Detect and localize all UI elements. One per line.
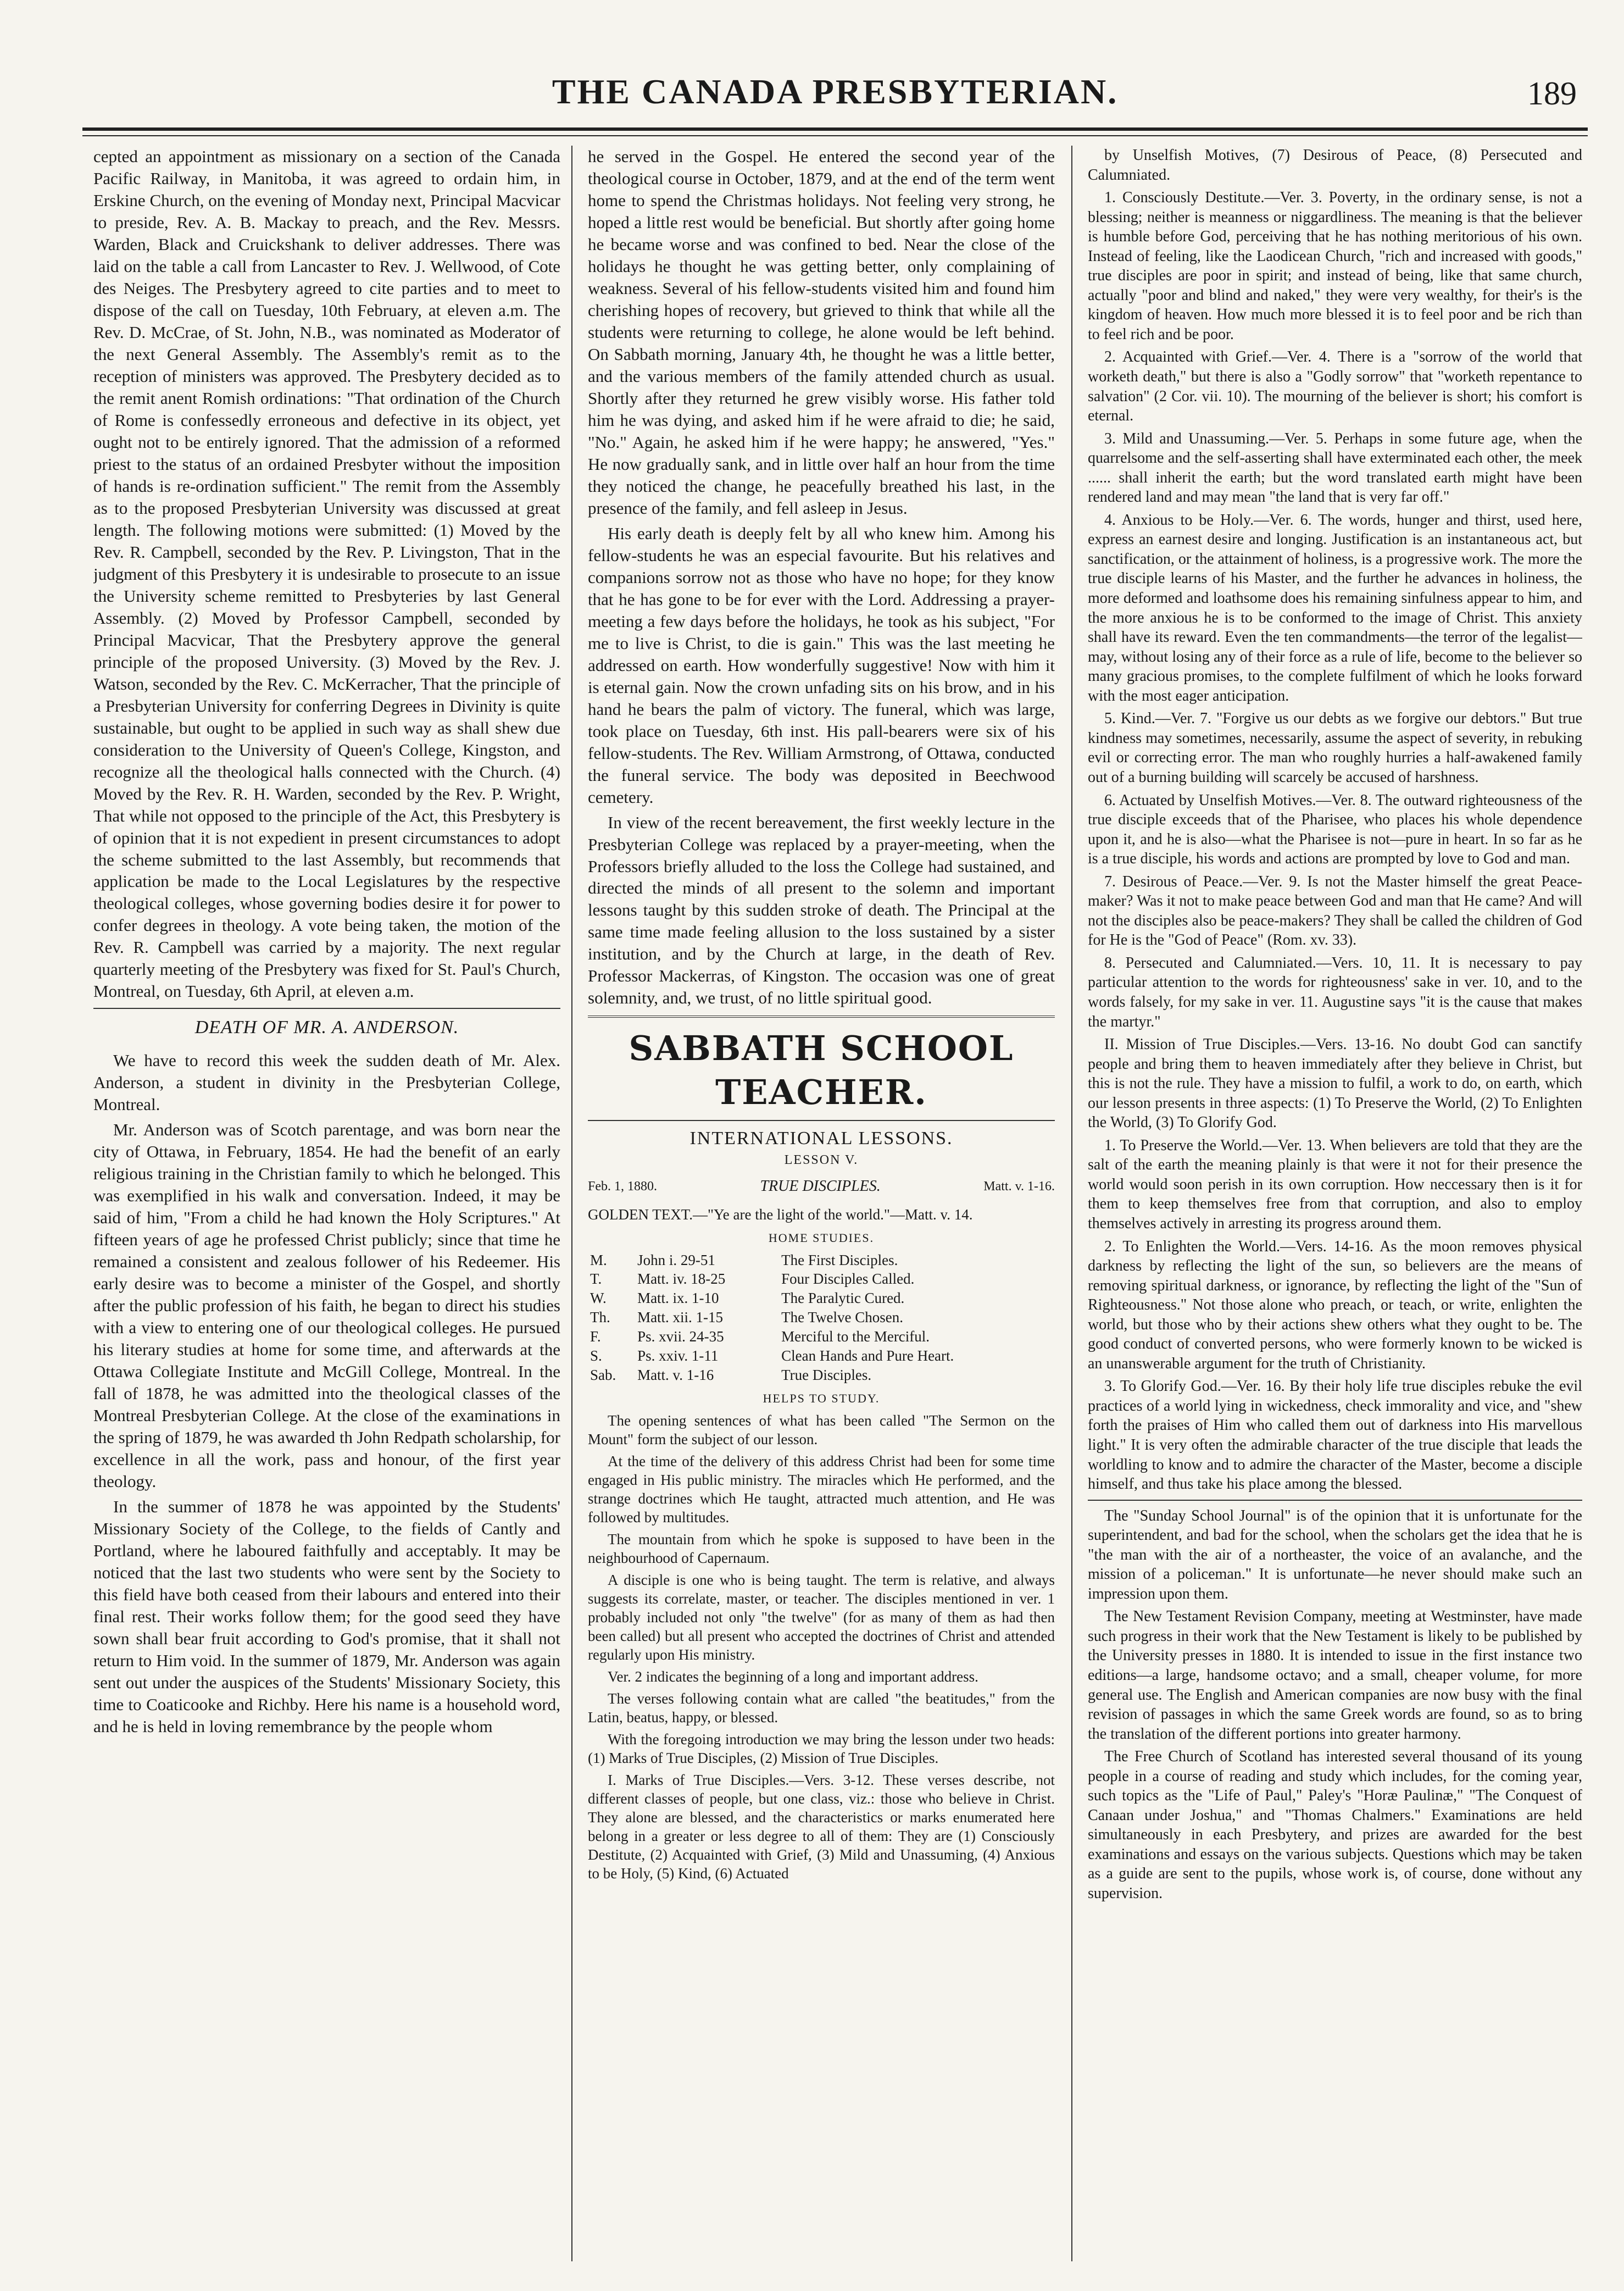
section-title: SABBATH SCHOOL TEACHER.: [629, 1028, 1014, 1113]
page-header: [82, 38, 1588, 121]
newspaper-page: [82, 38, 1588, 2270]
study-day: F.: [590, 1328, 601, 1345]
paragraph: Ver. 2 indicates the beginning of a long and important address.: [608, 1668, 978, 1685]
paragraph: 4. Anxious to be Holy.—Ver. 6. The words, hunger and thirst, used here, express an earnest desire and longing. Justification is an instantaneous act, but sanctification, or the attainment of holiness, is a progressive work. The more the true disciple learns of his Master, and the further he advances in holiness, the more deformed and loathsome does his remaining sinfulness appear to him, and the more anxious he is to be conformed to the image of Christ. This anxiety shall have its reward. Even the ten commandments—the terror of the legalist—may, without losing any of their force as a rule of life, become to the believer so many gracious promises, to the complete fulfilment of which he looks forward with the most eager anticipation.: [1088, 511, 1582, 705]
paragraph: 3. To Glorify God.—Ver. 16. By their holy life true disciples rebuke the evil practices of a world lying in wickedness, check immorality and vice, and "shew forth the praises of Him who called them out of darkness into His marvellous light." It is very often the admirable character of the true disciple that leads the worldling to know and to admire the character of the Master, become a disciple himself, and thus take his place among the blessed.: [1088, 1378, 1582, 1493]
divider: [588, 1016, 1055, 1018]
paragraph: cepted an appointment as missionary on a section of the Canada Pacific Railway, in Manitoba, it was agreed to ordain him, in Erskine Church, on the evening of Monday next, Principal Macvicar to preside, Rev. A. B. Mackay to preach, and the Rev. Messrs. Warden, Black and Cruickshank to deliver addresses. There was laid on the table a call from Lancaster to Rev. J. Wellwood, of Cote des Neiges. The Presbytery agreed to cite parties and to meet to dispose of the call on Tuesday, 10th February, at eleven a.m. The Rev. D. McCrae, of St. John, N.B., was nominated as Moderator of the next General Assembly. The Assembly's remit as to the reception of ministers was approved. The Presbytery decided as to the remit anent Romish ordinations: "That ordination of the Church of Rome is confessedly erroneous and defective in its object, yet ought not to be entirely ignored. That the admission of a reformed priest to the status of an ordained Presbyter without the imposition of hands is re-ordination sufficient." The remit from the Assembly as to the proposed Presbyterian University was discussed at great length. The following motions were submitted: (1) Moved by the Rev. R. Campbell, seconded by the Rev. P. Livingston, That in the judgment of this Presbytery it is undesirable to prosecute to an issue the University scheme remitted to Presbyteries by last General Assembly. (2) Moved by Professor Campbell, seconded by Principal Macvicar, That the Presbytery approve the general principle of the proposed University. (3) Moved by the Rev. J. Watson, seconded by the Rev. C. McKerracher, That the principle of a Presbyterian University for conferring Degrees in Divinity is quite sustainable, but ought to be applied in such way as shall shew due consideration to the University of Queen's College, Kingston, and recognize all the theological halls connected with the Church. (4) Moved by the Rev. R. H. Warden, seconded by the Rev. P. Wright, That while not opposed to the principle of the Act, this Presbytery is of opinion that it is not expedient in present circumstances to adopt the scheme submitted to the last Assembly, but recommends that application be made to the Local Legislatures by the respective theological colleges, whose governing bodies desire it for power to confer degrees in theology. A vote being taken, the motion of the Rev. R. Campbell was carried by a majority. The next regular quarterly meeting of the Presbytery was fixed for St. Paul's Church, Montreal, on Tuesday, 6th April, at eleven a.m.: [93, 147, 560, 1001]
home-study-row: [588, 1308, 1055, 1327]
paragraph: 1. Consciously Destitute.—Ver. 3. Poverty, in the ordinary sense, is not a blessing; neither is meanness or niggardliness. The meaning is that the believer is humble before God, perceiving that he has nothing meritorious of his own. Instead of feeling, like the Laodicean Church, "rich and increased with goods," true disciples are poor in spirit; and instead of being, like that same church, actually "poor and blind and naked," they were very wealthy, for their's is the kingdom of heaven. How much more blessed it is to feel poor and be rich than to feel rich and be poor.: [1088, 189, 1582, 343]
study-passage: Ps. xxiv. 1-11: [637, 1347, 719, 1364]
home-studies-table: [588, 1251, 1055, 1385]
paragraph: he served in the Gospel. He entered the second year of the theological course in October, 1879, and at the end of the term went home to spend the Christmas holidays. Not feeling very strong, he hoped a little rest would be beneficial. But shortly after going home he became worse and was confined to bed. Near the close of the holidays he thought he was getting better, only complaining of weakness. Several of his fellow-students visited him and found him cherishing hopes of recovery, but grieved to think that while all the students were returning to college, he alone would be left behind. On Sabbath morning, January 4th, he thought he was a little better, and the various members of the family attended church as usual. Shortly after they returned he grew visibly worse. His father told him he was dying, and asked him if he were afraid to die; he said, "No." Again, he asked him if he were happy; he answered, "Yes." He now gradually sank, and in little over half an hour from the time they noticed the change, he peacefully breathed his last, in the presence of the family, and fell asleep in Jesus.: [588, 147, 1055, 518]
paragraph: We have to record this week the sudden death of Mr. Alex. Anderson, a student in divinity in the Presbyterian College, Montreal.: [93, 1051, 560, 1114]
paragraph: I. Marks of True Disciples.—Vers. 3-12. These verses describe, not different classes of people, but one class, viz.: those who believe in Christ. They alone are blessed, and the characteristics or marks enumerated here belong in a greater or less degree to all of them: They are (1) Consciously Destitute, (2) Acquainted with Grief, (3) Mild and Unassuming, (4) Anxious to be Holy, (5) Kind, (6) Actuated: [588, 1772, 1055, 1882]
home-study-row: [588, 1346, 1055, 1366]
paragraph: The mountain from which he spoke is supposed to have been in the neighbourhood of Capernaum.: [588, 1530, 1055, 1566]
lesson-series-heading: INTERNATIONAL LESSONS.: [689, 1128, 953, 1149]
paragraph: The "Sunday School Journal" is of the opinion that it is unfortunate for the superintendent, and bad for the school, when the scholars get the idea that he is "the man with the air of a northeaster, the voice of an avalanche, and the mission of a policeman." It is unfortunate—he never should make such an impression upon them.: [1088, 1507, 1582, 1602]
home-study-row: [588, 1327, 1055, 1346]
paragraph: 5. Kind.—Ver. 7. "Forgive us our debts as we forgive our debtors." But true kindness may sometimes, necessarily, assume the aspect of severity, in rebuking evil or correcting error. The man who roughly hurries a half-awakened family out of a burning building will scarcely be accused of harshness.: [1088, 710, 1582, 786]
paragraph: II. Mission of True Disciples.—Vers. 13-16. No doubt God can sanctify people and bring them to heaven immediately after they believe in Christ, but this is not the rule. They have a mission to fulfil, a work to do, on earth, which our lesson presents in three aspects: (1) To Preserve the World, (2) To Enlighten the World, (3) To Glorify God.: [1088, 1036, 1582, 1131]
paragraph: 1. To Preserve the World.—Ver. 13. When believers are told that they are the salt of the earth the meaning plainly is that were it not for their presence the world would soon perish in its own corruption. How neccessary then is it for them to keep themselves free from that corruption, and also to employ themselves actively in arresting its progress around them.: [1088, 1136, 1582, 1232]
study-passage: Matt. ix. 1-10: [637, 1290, 719, 1307]
paragraph: 2. Acquainted with Grief.—Ver. 4. There is a "sorrow of the world that worketh death," but there is also a "Godly sorrow" that "worketh repentance to salvation" (2 Cor. vii. 10). The mourning of the believer is short; his comfort is eternal.: [1088, 348, 1582, 425]
paragraph: The opening sentences of what has been called "The Sermon on the Mount" form the subject of our lesson.: [588, 1412, 1055, 1447]
study-passage: Ps. xvii. 24-35: [637, 1328, 724, 1345]
lesson-topic: TRUE DISCIPLES.: [760, 1178, 881, 1195]
paragraph: The New Testament Revision Company, meeting at Westminster, have made such progress in their work that the New Testament is likely to be published by the University presses in 1880. It is intended to issue in the first instance two editions—a large, handsome octavo; and a small, cheaper volume, for more general use. The English and American companies are now busy with the final revision of passages in which the same Greek words are found, so as to bring the translation of the different portions into greater harmony.: [1088, 1608, 1582, 1743]
home-study-row: [588, 1366, 1055, 1385]
study-day: W.: [590, 1290, 607, 1307]
study-title: The First Disciples.: [781, 1251, 898, 1268]
paragraph: 8. Persecuted and Calumniated.—Vers. 10, 11. It is necessary to pay particular attention to the words for righteousness' sake in ver. 10, and to the words falsely, for my sake in ver. 11. Augustine says "it is the cause that makes the martyr.": [1088, 954, 1582, 1030]
masthead: THE CANADA PRESBYTERIAN.: [552, 72, 1119, 111]
column-1: [93, 146, 560, 2261]
paragraph: Mr. Anderson was of Scotch parentage, and was born near the city of Ottawa, in February, 1854. He had the benefit of an early religious training in the Christian family to which he belonged. This was exemplified in his walk and conversation. Indeed, it may be said of him, "From a child he had known the Holy Scriptures." At fifteen years of age he professed Christ publicly; since that time he remained a consistent and zealous follower of his Redeemer. His early desire was to become a minister of the Gospel, and shortly after the public profession of his faith, he began to direct his studies with a view to entering one of our theological colleges. He pursued his literary studies at home for some time, and afterwards at the Ottawa Collegiate Institute and McGill College, Montreal. In the fall of 1878, he was admitted into the theological classes of the Montreal Presbyterian College. At the close of the examinations in the spring of 1879, he was awarded th John Redpath scholarship, for excellence in all the work, pass and honour, of the first year theology.: [93, 1120, 560, 1491]
paragraph: In view of the recent bereavement, the first weekly lecture in the Presbyterian College was replaced by a prayer-meeting, when the Professors briefly alluded to the loss the College had sustained, and directed the minds of all present to the solemn and important lessons taught by this sudden stroke of death. The Principal at the same time made feeling allusion to the loss sustained by a sister institution, and by the Church at large, in the death of Rev. Professor Mackerras, of Kingston. The occasion was one of great solemnity, and, we trust, of no little spiritual good.: [588, 812, 1055, 1008]
paragraph: His early death is deeply felt by all who knew him. Among his fellow-students he was an especial favourite. But his relatives and companions sorrow not as those who have no hope; for they know that he has gone to be for ever with the Lord. Addressing a prayer-meeting a few days before the holidays, he took as his subject, "For me to live is Christ, to die is gain." This was the last meeting he addressed on earth. How wonderfully suggestive! Now with him it is eternal gain. Now the crown unfading sits on his brow, and in his hand he bears the palm of victory. The funeral, which was large, took place on Tuesday, 6th inst. His pall-bearers were six of his fellow-students. The Rev. William Armstrong, of Ottawa, conducted the funeral service. The body was deposited in Beechwood cemetery.: [588, 523, 1055, 807]
paragraph: With the foregoing introduction we may bring the lesson under two heads: (1) Marks of True Disciples, (2) Mission of True Disciples.: [588, 1731, 1055, 1767]
lesson-date: Feb. 1, 1880.: [588, 1179, 657, 1194]
study-title: Merciful to the Merciful.: [781, 1328, 930, 1345]
study-title: The Paralytic Cured.: [781, 1290, 905, 1307]
study-title: The Twelve Chosen.: [781, 1309, 903, 1326]
header-rule-thin: [82, 135, 1588, 136]
column-divider: [1071, 146, 1072, 2261]
paragraph: by Unselfish Motives, (7) Desirous of Peace, (8) Persecuted and Calumniated.: [1088, 147, 1582, 184]
divider: [588, 1120, 1055, 1121]
article-heading: DEATH OF MR. A. ANDERSON.: [194, 1017, 459, 1038]
study-passage: Matt. iv. 18-25: [637, 1271, 726, 1288]
study-day: Sab.: [590, 1366, 616, 1383]
study-passage: John i. 29-51: [637, 1251, 715, 1268]
paragraph: The verses following contain what are called "the beatitudes," from the Latin, beatus, happy, or blessed.: [588, 1690, 1055, 1726]
paragraph: 7. Desirous of Peace.—Ver. 9. Is not the Master himself the great Peace-maker? Was it not to make peace between God and man that He came? And will not the disciples also be peace-makers? They shall be called the children of God for He is the "God of Peace" (Rom. xv. 33).: [1088, 873, 1582, 949]
column-3: [1088, 146, 1582, 2261]
lesson-number: LESSON V.: [784, 1153, 859, 1168]
divider: [1088, 1500, 1582, 1501]
study-day: Th.: [590, 1309, 610, 1326]
paragraph: 6. Actuated by Unselfish Motives.—Ver. 8. The outward righteousness of the true disciple exceeds that of the Pharisee, who places his whole dependence upon it, and he is also—what the Pharisee is not—pure in heart. In so far as he is a true disciple, his words and actions are prompted by love to God and man.: [1088, 791, 1582, 868]
lesson-info-row: [588, 1177, 1055, 1196]
study-passage: Matt. v. 1-16: [637, 1366, 714, 1383]
divider: [93, 1008, 560, 1009]
column-divider: [571, 146, 572, 2261]
study-passage: Matt. xii. 1-15: [637, 1309, 724, 1326]
study-day: T.: [590, 1271, 602, 1288]
lesson-reference: Matt. v. 1-16.: [983, 1179, 1055, 1194]
study-title: Clean Hands and Pure Heart.: [781, 1347, 954, 1364]
golden-text: GOLDEN TEXT.—"Ye are the light of the world."—Matt. v. 14.: [588, 1206, 973, 1223]
study-title: True Disciples.: [781, 1366, 872, 1383]
study-day: M.: [590, 1251, 607, 1268]
study-title: Four Disciples Called.: [781, 1271, 915, 1288]
home-study-row: [588, 1251, 1055, 1270]
paragraph: 2. To Enlighten the World.—Vers. 14-16. As the moon removes physical darkness by reflecting the light of the sun, so believers are the means of removing spiritual darkness, or ignorance, by reflecting the light of the "Sun of Righteousness." Not those alone who preach, or teach, or write, enlighten the world, but those who by their actions shew others what they ought to be. The good conduct of converted persons, who were formerly known to be wicked is an unanswerable argument for the truth of Christianity.: [1088, 1238, 1582, 1372]
home-study-row: [588, 1269, 1055, 1289]
header-rule: [82, 127, 1588, 131]
paragraph: A disciple is one who is being taught. The term is relative, and always suggests its correlate, master, or teacher. The disciples mentioned in ver. 1 probably included not only "the twelve" (for as many of them as had then been called) but all present who accepted the doctrines of Christ and attended regularly upon His ministry.: [588, 1571, 1055, 1663]
study-day: S.: [590, 1347, 602, 1364]
page-number: 189: [1527, 75, 1577, 112]
paragraph: 3. Mild and Unassuming.—Ver. 5. Perhaps in some future age, when the quarrelsome and the self-asserting shall have exterminated each other, the meek ...... shall inherit the earth; but the word translated earth might have been rendered land and may mean "the land that is very far off.": [1088, 430, 1582, 506]
home-studies-heading: HOME STUDIES.: [768, 1231, 875, 1245]
helps-heading: HELPS TO STUDY.: [763, 1391, 880, 1406]
paragraph: At the time of the delivery of this address Christ had been for some time engaged in His public ministry. The miracles which He performed, and the strange doctrines which He taught, attracted much attention, and He was followed by multitudes.: [588, 1452, 1055, 1526]
paragraph: In the summer of 1878 he was appointed by the Students' Missionary Society of the College, to the fields of Cantly and Portland, where he laboured faithfully and acceptably. It may be noticed that the last two students who were sent by the Society to this field have both ceased from their labours and entered into their final rest. Their works follow them; for the good seed they have sown shall bear fruit according to God's promise, that it shall not return to Him void. In the summer of 1879, Mr. Anderson was again sent out under the auspices of the Students' Missionary Society, this time to Coaticooke and Richby. Here his name is a household word, and he is held in loving remembrance by the people whom: [93, 1496, 560, 1736]
home-study-row: [588, 1289, 1055, 1308]
paragraph: The Free Church of Scotland has interested several thousand of its young people in a course of reading and study which includes, for the coming year, such topics as the "Life of Paul," Paley's "Horæ Paulinæ," "The Conquest of Canaan under Joshua," and "Thomas Chalmers." Examinations are held simultaneously in each Presbytery, and prizes are awarded for the best examinations and essays on the various subjects. Questions which may be taken as a guide are sent to the pupils, whose work is, of course, done without any supervision.: [1088, 1748, 1582, 1902]
column-2: [588, 146, 1055, 2261]
